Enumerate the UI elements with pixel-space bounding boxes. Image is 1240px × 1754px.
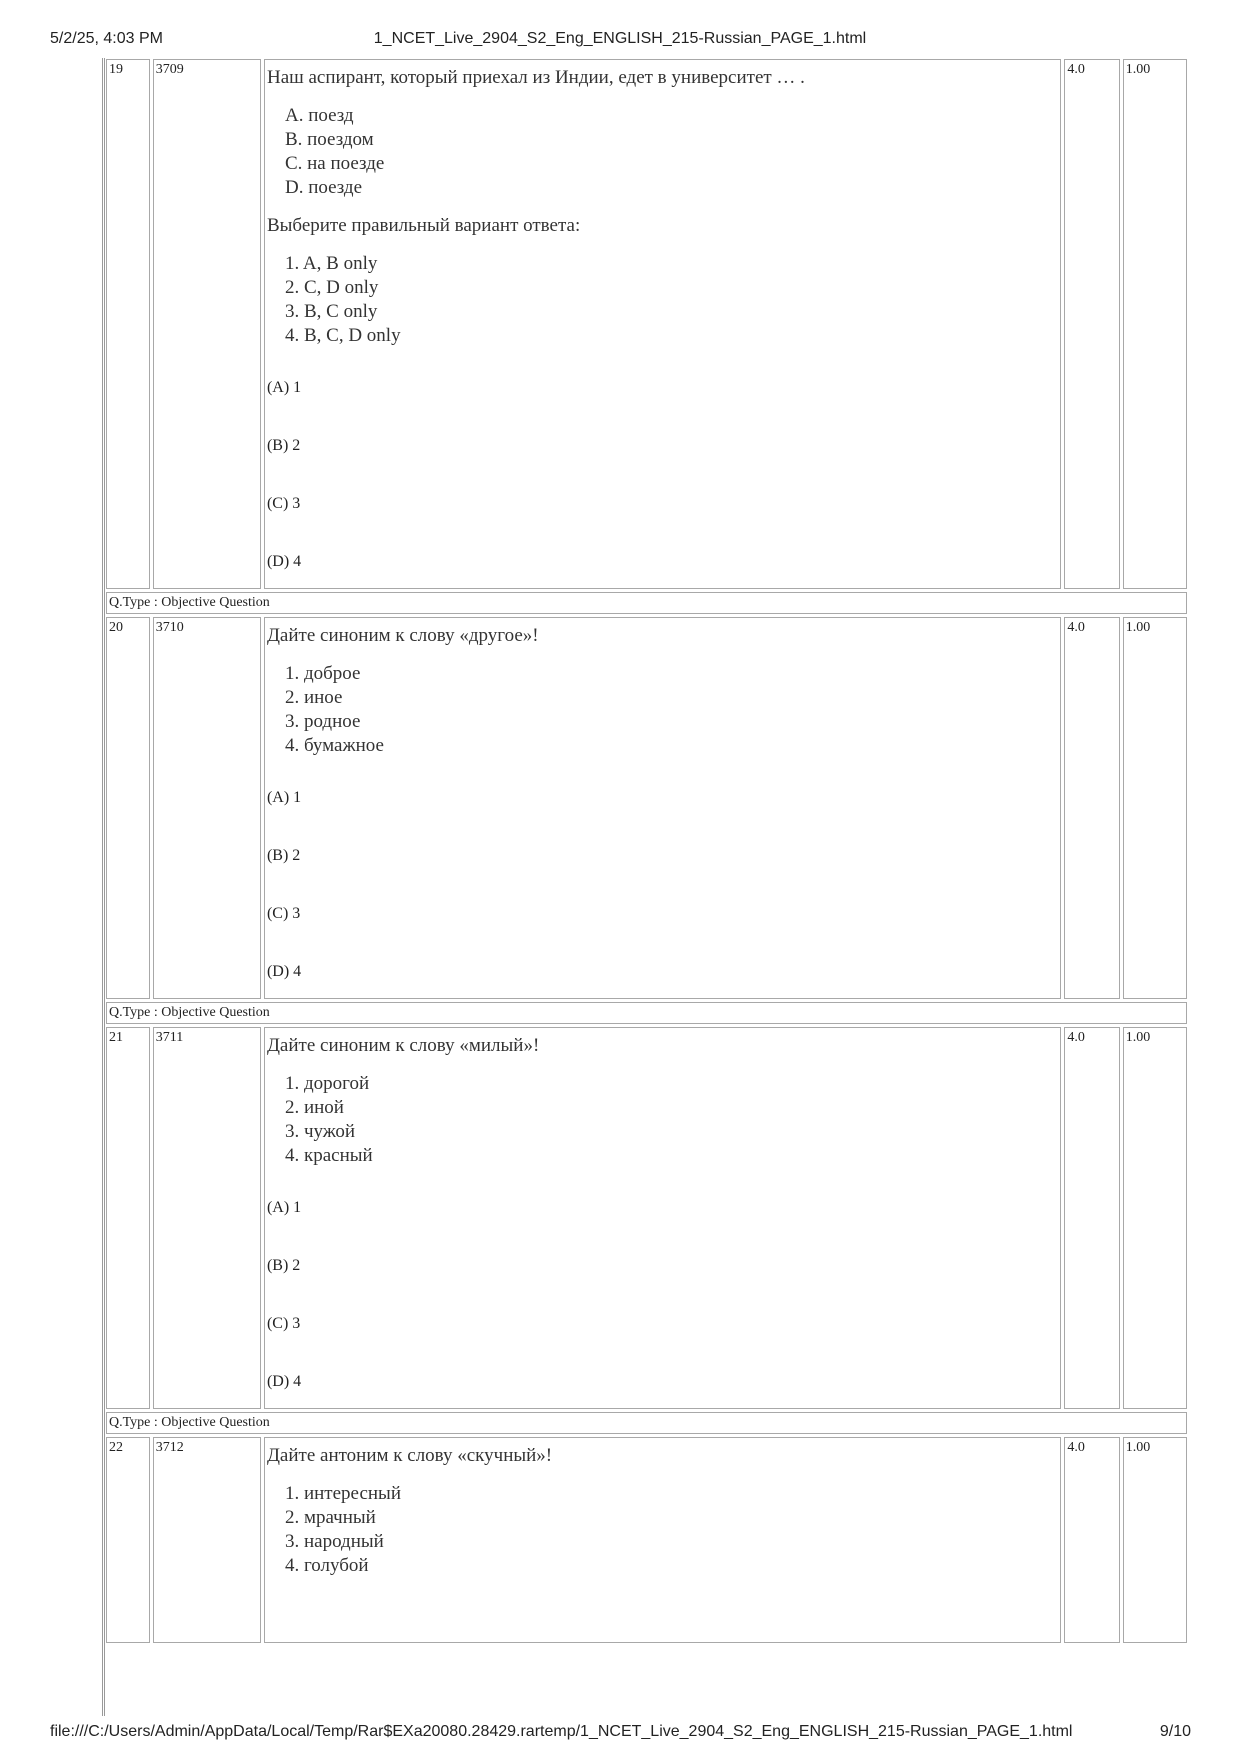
marks-value: 4.0: [1064, 1437, 1119, 1643]
print-header: [0, 30, 1240, 52]
negative-marks-value: 1.00: [1123, 59, 1187, 589]
numbered-option: 3. B, C only: [284, 301, 378, 322]
question-row: [106, 1027, 1187, 1409]
answer-choices: [267, 1198, 1058, 1406]
question-row: [106, 59, 1187, 589]
numbered-option: 4. бумажное: [284, 735, 384, 756]
letter-option: D. поезде: [284, 177, 363, 198]
answer-choices: [267, 788, 1058, 996]
file-path: file:///C:/Users/Admin/AppData/Local/Temp/Rar$EXa20080.28429.rartemp/1_NCET_Live_2904_S2_Eng_ENGLISH_215-Russian_PAGE_1.html: [50, 1723, 1073, 1740]
answer-choice: (D) 4: [266, 963, 302, 980]
question-serial: 19: [106, 59, 150, 589]
negative-marks-value: 1.00: [1123, 617, 1187, 999]
page-indicator: 9/10: [1159, 1723, 1191, 1740]
numbered-option: 2. иное: [284, 687, 343, 708]
select-prompt: Выберите правильный вариант ответа:: [266, 215, 581, 236]
question-id: 3709: [153, 59, 261, 589]
question-type-label: Q.Type : Objective Question: [106, 1412, 1187, 1434]
question-type-label: Q.Type : Objective Question: [106, 1002, 1187, 1024]
numbered-option: 3. народный: [284, 1531, 384, 1552]
question-id: 3712: [153, 1437, 261, 1643]
question-serial: 22: [106, 1437, 150, 1643]
question-stem: Наш аспирант, который приехал из Индии, едет в университет … .: [266, 67, 805, 88]
question-body: [264, 1027, 1061, 1409]
numbered-option-list: [267, 662, 1058, 758]
question-body: [264, 617, 1061, 999]
letter-option: B. поездом: [284, 129, 374, 150]
numbered-option: 1. доброе: [284, 663, 361, 684]
answer-choice: (C) 3: [266, 1315, 301, 1332]
answer-choice: (B) 2: [266, 847, 301, 864]
answer-choice: (D) 4: [266, 553, 302, 570]
letter-option: A. поезд: [284, 105, 354, 126]
answer-choice: (D) 4: [266, 1373, 302, 1390]
numbered-option: 1. A, B only: [284, 253, 378, 274]
question-serial: 21: [106, 1027, 150, 1409]
numbered-option: 4. голубой: [284, 1555, 369, 1576]
numbered-option: 3. родное: [284, 711, 361, 732]
question-stem: Дайте синоним к слову «милый»!: [266, 1035, 540, 1056]
question-id: 3711: [153, 1027, 261, 1409]
negative-marks-value: 1.00: [1123, 1027, 1187, 1409]
question-paper-content: [102, 58, 1190, 1716]
answer-choices: [267, 378, 1058, 586]
question-row: [106, 1437, 1187, 1643]
question-stem: Дайте синоним к слову «другое»!: [266, 625, 539, 646]
qtype-row: [106, 1002, 1187, 1024]
answer-choice: (B) 2: [266, 1257, 301, 1274]
numbered-option: 4. B, C, D only: [284, 325, 401, 346]
document-title: 1_NCET_Live_2904_S2_Eng_ENGLISH_215-Russian_PAGE_1.html: [373, 30, 867, 47]
numbered-option: 1. дорогой: [284, 1073, 370, 1094]
question-table: [103, 58, 1190, 1646]
numbered-option: 2. мрачный: [284, 1507, 376, 1528]
marks-value: 4.0: [1064, 1027, 1119, 1409]
answer-choice: (A) 1: [266, 789, 302, 806]
question-id: 3710: [153, 617, 261, 999]
marks-value: 4.0: [1064, 59, 1119, 589]
print-footer: [0, 1723, 1240, 1745]
answer-choice: (A) 1: [266, 379, 302, 396]
numbered-option-list: [267, 1072, 1058, 1168]
numbered-option: 2. C, D only: [284, 277, 379, 298]
answer-choice: (B) 2: [266, 437, 301, 454]
numbered-option-list: [267, 1482, 1058, 1578]
numbered-option: 2. иной: [284, 1097, 344, 1118]
numbered-option: 4. красный: [284, 1145, 373, 1166]
question-type-label: Q.Type : Objective Question: [106, 592, 1187, 614]
print-timestamp: 5/2/25, 4:03 PM: [50, 30, 163, 47]
qtype-row: [106, 592, 1187, 614]
qtype-row: [106, 1412, 1187, 1434]
negative-marks-value: 1.00: [1123, 1437, 1187, 1643]
question-stem: Дайте антоним к слову «скучный»!: [266, 1445, 553, 1466]
numbered-option: 1. интересный: [284, 1483, 401, 1504]
numbered-option-list: [267, 252, 1058, 348]
question-serial: 20: [106, 617, 150, 999]
answer-choice: (C) 3: [266, 495, 301, 512]
question-body: [264, 1437, 1061, 1643]
answer-choice: (C) 3: [266, 905, 301, 922]
letter-option: C. на поезде: [284, 153, 385, 174]
numbered-option: 3. чужой: [284, 1121, 356, 1142]
question-body: [264, 59, 1061, 589]
marks-value: 4.0: [1064, 617, 1119, 999]
question-row: [106, 617, 1187, 999]
letter-option-list: [267, 104, 1058, 200]
answer-choice: (A) 1: [266, 1199, 302, 1216]
